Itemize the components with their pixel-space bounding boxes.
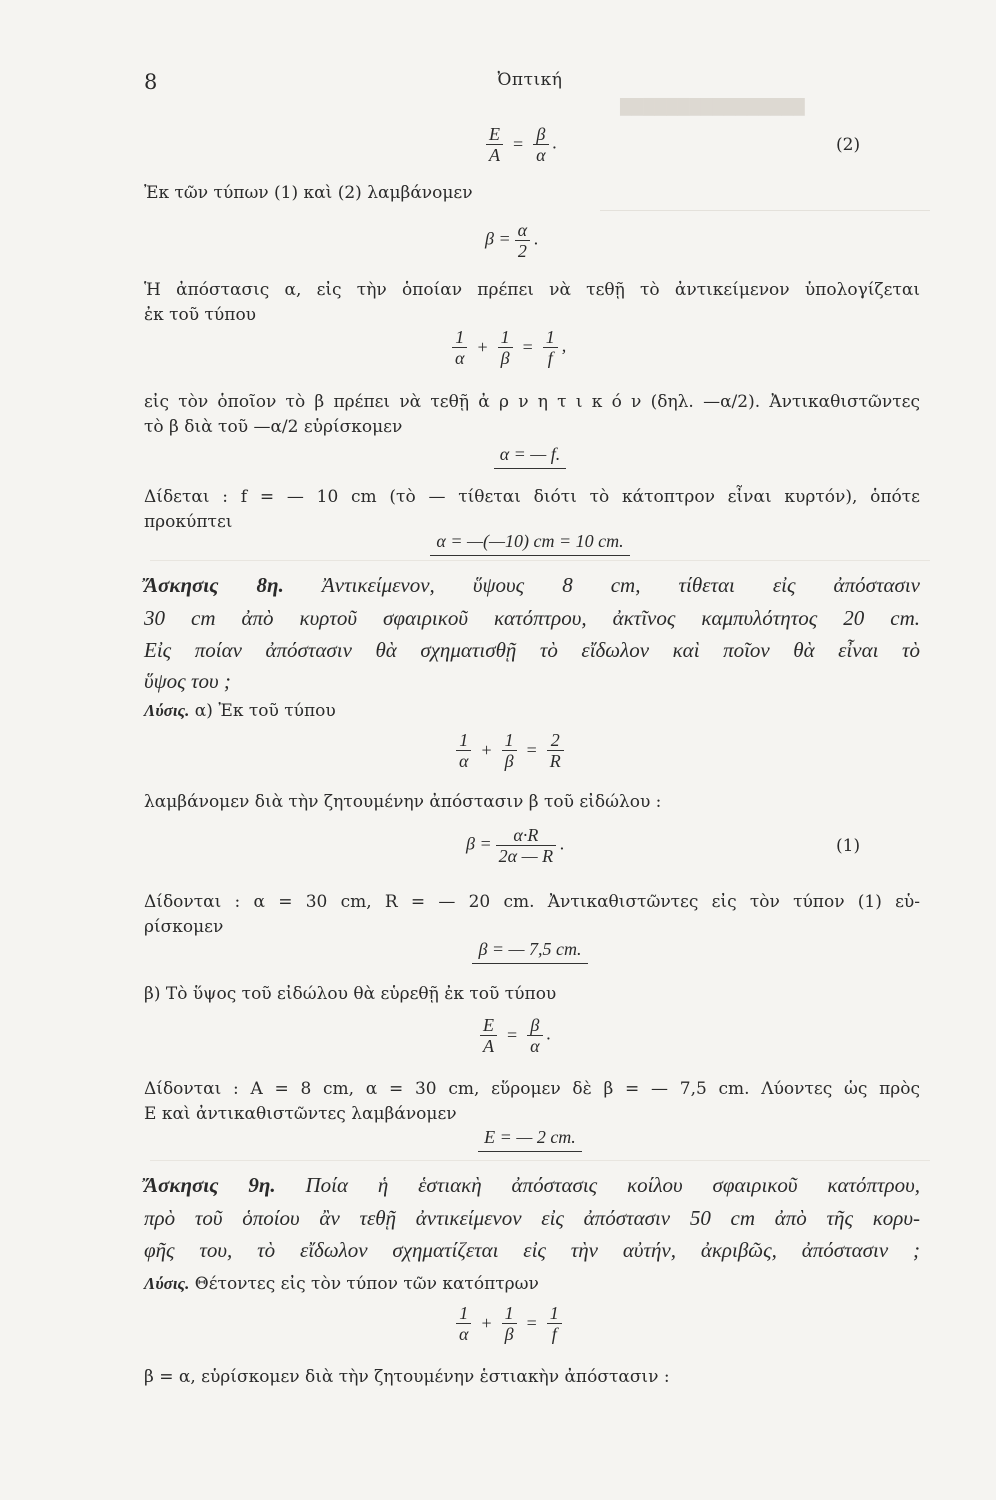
paragraph: λαμβάνομεν διὰ τὴν ζητουμένην ἀπόστασιν β τοῦ εἰδώλου :: [144, 792, 662, 812]
equation-label: (1): [836, 836, 861, 856]
paragraph: E καὶ ἀντικαθιστῶντες λαμβάνομεν: [144, 1104, 457, 1124]
equation-alpha-f: α = — f.: [0, 444, 996, 469]
equation-mirror-focal: $\frac{1}{\alpha}$ + $\frac{1}{\beta}$ = $\frac{1}{f}$: [452, 1303, 566, 1344]
paragraph: β = α, εὑρίσκομεν διὰ τὴν ζητουμένην ἑστιακὴν ἀπόστασιν :: [144, 1367, 670, 1387]
equation-lens: $\frac{1}{\alpha}$ + $\frac{1}{\beta}$ = $\frac{1}{f}$ ,: [448, 327, 566, 368]
paragraph: ἐκ τοῦ τύπου: [144, 305, 257, 325]
exercise-9-line-2: πρὸ τοῦ ὁποίου ἂν τεθῇ ἀντικείμενον εἰς ἀπόστασιν 50 cm ἀπὸ τῆς κορυ-: [144, 1206, 920, 1230]
exercise-8-title: Ἄσκησις 8η.: [144, 573, 284, 597]
paragraph: ρίσκομεν: [144, 917, 224, 937]
paragraph: Ἐκ τῶν τύπων (1) καὶ (2) λαμβάνομεν: [144, 183, 473, 203]
paragraph: Δίδεται : f = — 10 cm (τὸ — τίθεται διότι τὸ κάτοπτρον εἶναι κυρτόν), ὁπότε: [144, 487, 920, 507]
equation-beta-half: β = $\frac{\alpha}{2}$ .: [485, 220, 539, 261]
document-page: ████████████████ 8 Ὀπτική $\frac{E}{A}$ = $\frac{\beta}{\alpha}$ . (2) Ἐκ τῶν τύπων (1) καὶ (2) λαμβάνομεν β = $\frac{\alpha}{2}$ . Ἡ ἀπόστασις α, εἰς τὴν ὁποίαν πρέπει νὰ τεθῇ τὸ ἀντικείμενον ὑπολογίζεται ἐκ τοῦ τύπου $\frac{1}{\alpha}$ + $\frac{1}{\beta}$ = $\frac{1}{f}$ , εἰς τὸν ὁποῖον τὸ β πρέπει νὰ τεθῇ ἀ ρ ν η τ ι κ ό ν (δηλ. —α/2). Ἀντικαθιστῶντες τὸ β διὰ τοῦ —α/2 εὑρίσκομεν α = — f. Δίδεται : f = — 10 cm (τὸ — τίθεται διότι τὸ κάτοπτρον εἶναι κυρτόν), ὁπότε προκύπτει α = —(—10) cm = 10 cm. Ἄσκησις 8η. Ἀντικείμενον, ὕψους 8 cm, τίθεται εἰς ἀπόστασιν 30 cm ἀπὸ κυρτοῦ σφαιρικοῦ κατόπτρου, ἀκτῖνος καμπυλότητος 20 cm. Εἰς ποίαν ἀπόστασιν θὰ σχηματισθῇ τὸ εἴδωλον καὶ ποῖον θὰ εἶναι τὸ ὕψος του ; Λύσις. α) Ἐκ τοῦ τύπου $\frac{1}{\alpha}$ + $\frac{1}{\beta}$ = $\frac{2}{R}$ λαμβάνομεν διὰ τὴν ζητουμένην ἀπόστασιν β τοῦ εἰδώλου : β = $\frac{\alpha\cdot R}{2\alpha — R}$ . (1) Δίδονται : α = 30 cm, R = — 20 cm. Ἀντικαθιστῶντες εἰς τὸν τύπον (1) εὑ- ρίσκομεν β = — 7,5 cm. β) Τὸ ὕψος τοῦ εἰδώλου θὰ εὑρεθῇ ἐκ τοῦ τύπου $\frac{E}{A}$ = $\frac{\beta}{\alpha}$ . Δίδονται : A = 8 cm, α = 30 cm, εὕρομεν δὲ β = — 7,5 cm. Λύοντες ὡς πρὸς E καὶ ἀντικαθιστῶντες λαμβάνομεν E = — 2 cm. Ἄσκησις 9η. Ποία ἡ ἑστιακὴ ἀπόστασις κοίλου σφαιρικοῦ κατόπτρου, πρὸ τοῦ ὁποίου ἂν τεθῇ ἀντικείμενον εἰς ἀπόστασιν 50 cm ἀπὸ τῆς κορυ- φῆς του, τὸ εἴδωλον σχηματίζεται εἰς τὴν αὐτήν, ἀκριβῶς, ἀπόστασιν ; Λύσις. Θέτοντες εἰς τὸν τύπον τῶν κατόπτρων $\frac{1}{\alpha}$ + $\frac{1}{\beta}$ = $\frac{1}{f}$ β = α, εὑρίσκομεν διὰ τὴν ζητουμένην ἑστιακὴν ἀπόστασιν :: [0, 0, 996, 1500]
page-number: 8: [144, 70, 158, 94]
paragraph: τὸ β διὰ τοῦ —α/2 εὑρίσκομεν: [144, 417, 403, 437]
exercise-8-line-1: Ἄσκησις 8η. Ἀντικείμενον, ὕψους 8 cm, τίθεται εἰς ἀπόστασιν: [144, 573, 921, 597]
paragraph: Δίδονται : α = 30 cm, R = — 20 cm. Ἀντικαθιστῶντες εἰς τὸν τύπον (1) εὑ-: [144, 892, 920, 912]
equation-mirror: $\frac{1}{\alpha}$ + $\frac{1}{\beta}$ = $\frac{2}{R}$: [452, 730, 568, 771]
paragraph: Ἡ ἀπόστασις α, εἰς τὴν ὁποίαν πρέπει νὰ τεθῇ τὸ ἀντικείμενον ὑπολογίζεται: [144, 280, 920, 300]
exercise-9-title: Ἄσκησις 9η.: [144, 1173, 276, 1197]
solution-9-intro: Λύσις. Θέτοντες εἰς τὸν τύπον τῶν κατόπτρων: [144, 1274, 539, 1294]
equation-beta: β = $\frac{\alpha\cdot R}{2\alpha — R}$ .: [466, 825, 565, 866]
equation-E-result: E = — 2 cm.: [0, 1127, 996, 1152]
exercise-9-line-1: Ἄσκησις 9η. Ποία ἡ ἑστιακὴ ἀπόστασις κοίλου σφαιρικοῦ κατόπτρου,: [144, 1173, 920, 1197]
paragraph: β) Τὸ ὕψος τοῦ εἰδώλου θὰ εὑρεθῇ ἐκ τοῦ τύπου: [144, 984, 557, 1004]
equation-beta-result: β = — 7,5 cm.: [0, 939, 996, 964]
paragraph: Δίδονται : A = 8 cm, α = 30 cm, εὕρομεν δὲ β = — 7,5 cm. Λύοντες ὡς πρὸς: [144, 1079, 920, 1099]
equation-2: $\frac{E}{A}$ = $\frac{\beta}{\alpha}$ .: [482, 124, 557, 165]
running-title: Ὀπτική: [497, 70, 563, 90]
paragraph: εἰς τὸν ὁποῖον τὸ β πρέπει νὰ τεθῇ ἀ ρ ν η τ ι κ ό ν (δηλ. —α/2). Ἀντικαθιστῶντες: [144, 392, 920, 412]
exercise-8-line-3: Εἰς ποίαν ἀπόστασιν θὰ σχηματισθῇ τὸ εἴδωλον καὶ ποῖον θὰ εἶναι τὸ: [144, 638, 920, 662]
equation-alpha-result: α = —(—10) cm = 10 cm.: [0, 531, 996, 556]
equation-label: (2): [836, 135, 861, 155]
equation-ratio: $\frac{E}{A}$ = $\frac{\beta}{\alpha}$ .: [476, 1015, 551, 1056]
solution-label: Λύσις.: [144, 701, 190, 720]
exercise-8-line-4: ὕψος του ;: [144, 669, 231, 693]
exercise-9-line-3: φῆς του, τὸ εἴδωλον σχηματίζεται εἰς τὴν αὐτήν, ἀκριβῶς, ἀπόστασιν ;: [144, 1238, 920, 1262]
paragraph: προκύπτει: [144, 512, 233, 532]
solution-label: Λύσις.: [144, 1274, 190, 1293]
solution-8-intro: Λύσις. α) Ἐκ τοῦ τύπου: [144, 701, 336, 721]
exercise-8-line-2: 30 cm ἀπὸ κυρτοῦ σφαιρικοῦ κατόπτρου, ἀκτῖνος καμπυλότητος 20 cm.: [144, 606, 920, 630]
